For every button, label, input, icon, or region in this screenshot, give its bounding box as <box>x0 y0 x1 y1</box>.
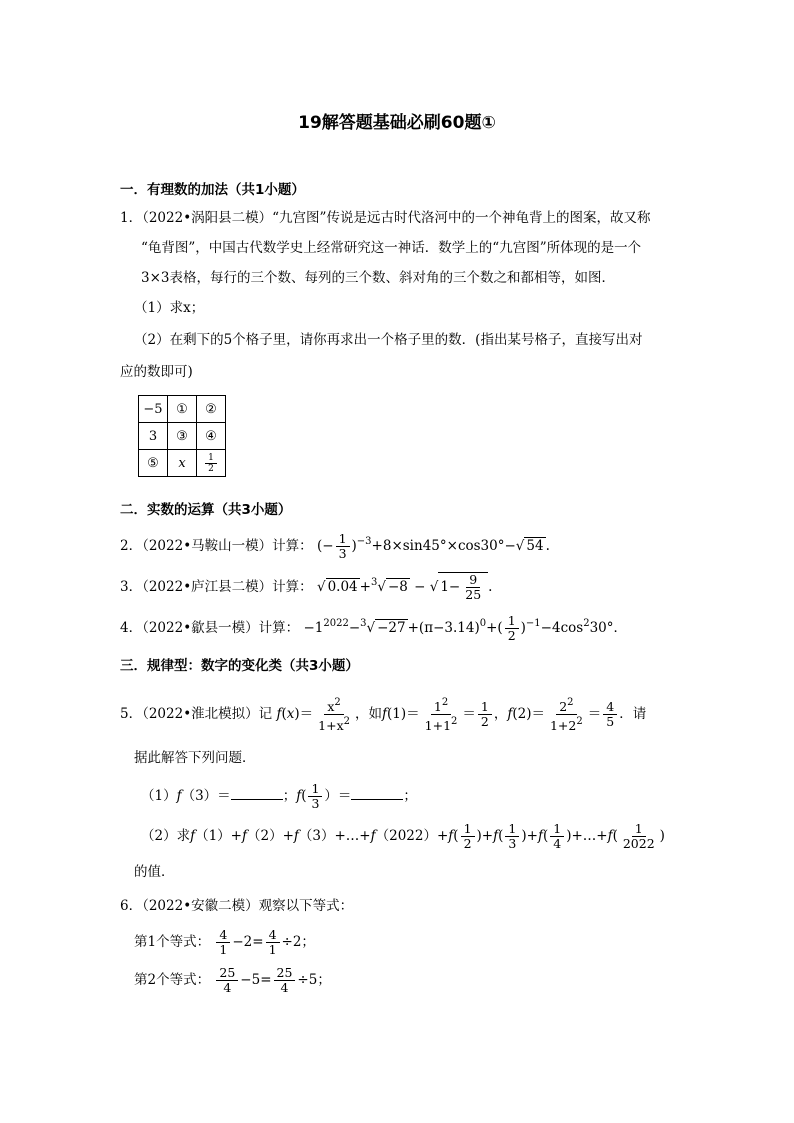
magic-square-grid <box>138 395 226 477</box>
question-text: “龟背图”，中国古代数学史上经常研究这一神话．数学上的“九宫图”所体现的是一个 <box>141 240 642 256</box>
question-3 <box>120 572 492 602</box>
question-text: 的值． <box>134 864 175 880</box>
equation-label: 第1个等式： <box>134 934 211 950</box>
grid-cell: 3 <box>139 423 168 450</box>
math-expression: f(x)＝ $\frac{x^2}{1+x^2}$ ，如f(1)＝ $\frac{1^2}{1+1^2}$ ＝ $\frac{1}{2}$ ，f(2)＝ $\frac{2^2}{1+2^2}$ ＝ $\frac{4}{5}$ ．请 <box>276 697 647 733</box>
question-text: 1．（2022•涡阳县二模）“九宫图”传说是远古时代洛河中的一个神龟背上的图案，故又称 <box>120 210 651 226</box>
question-4 <box>120 614 627 643</box>
question-2 <box>120 532 550 561</box>
grid-cell: ② <box>197 396 226 423</box>
grid-cell: x <box>168 450 197 477</box>
equation-line <box>134 966 331 995</box>
grid-cell: ③ <box>168 423 197 450</box>
grid-cell: ④ <box>197 423 226 450</box>
question-text: 据此解答下列问题． <box>134 750 256 766</box>
section-heading: 二．实数的运算（共3小题） <box>120 502 292 518</box>
math-expression: $\frac{25}{4}$ −5= $\frac{25}{4}$ ÷5； <box>214 972 330 988</box>
equation-label: 第2个等式： <box>134 972 211 988</box>
question-part: （1）f（3）＝ ；f( $\frac{1}{3}$ ）＝ ； <box>141 781 417 811</box>
equation-line <box>134 928 315 957</box>
question-prefix: 3．（2022•庐江县二模）计算： <box>120 579 313 595</box>
question-prefix: 2．（2022•马鞍山一模）计算： <box>120 538 313 554</box>
math-expression: $-1^{2022}-^3√ -27 +(\pi-3.14)^0+$( $\frac{1}{2}$ )$^{-1}-4\cos^230^\circ$． <box>303 613 628 643</box>
math-expression: √ 0.04 +$^3$√ −8 − √ 1− $\frac{9}{25}$ . <box>316 572 493 602</box>
page-title: 19解答题基础必刷60题① <box>298 113 496 133</box>
section-heading: 三．规律型：数字的变化类（共3小题） <box>120 658 359 674</box>
grid-cell-fraction: $\frac{1}{2}$ <box>197 450 226 477</box>
question-text: 6．（2022•安徽二模）观察以下等式： <box>120 898 354 914</box>
question-part: （2）求f（1）+f（2）+f（3）+…+f（2022）+f( $\frac{1}{2}$ )+f( $\frac{1}{3}$ )+f( $\frac{1}{4}$ )+…+f( $\frac{1}{2022}$ ) <box>141 821 665 851</box>
question-part: （1）求x； <box>134 300 205 316</box>
question-part: （2）在剩下的5个格子里，请你再求出一个格子里的数．(指出某号格子，直接写出对 <box>134 332 643 348</box>
question-prefix: 5．（2022•淮北模拟）记 <box>120 706 273 722</box>
question-prefix: 4．（2022•歙县一模）计算： <box>120 620 300 636</box>
math-expression: (− $\frac{1}{3}$ )$^{-3}$+8×sin45°×cos30°−√ 54 . <box>316 531 550 561</box>
grid-cell: ⑤ <box>139 450 168 477</box>
math-expression: $\frac{4}{1}$ −2= $\frac{4}{1}$ ÷2； <box>214 934 315 950</box>
question-5 <box>120 696 646 733</box>
grid-cell: −5 <box>139 396 168 423</box>
question-part: 应的数即可) <box>120 364 193 380</box>
question-text: 3×3表格，每行的三个数、每列的三个数、斜对角的三个数之和都相等，如图． <box>141 270 615 286</box>
section-heading: 一．有理数的加法（共1小题） <box>120 182 305 198</box>
grid-cell: ① <box>168 396 197 423</box>
